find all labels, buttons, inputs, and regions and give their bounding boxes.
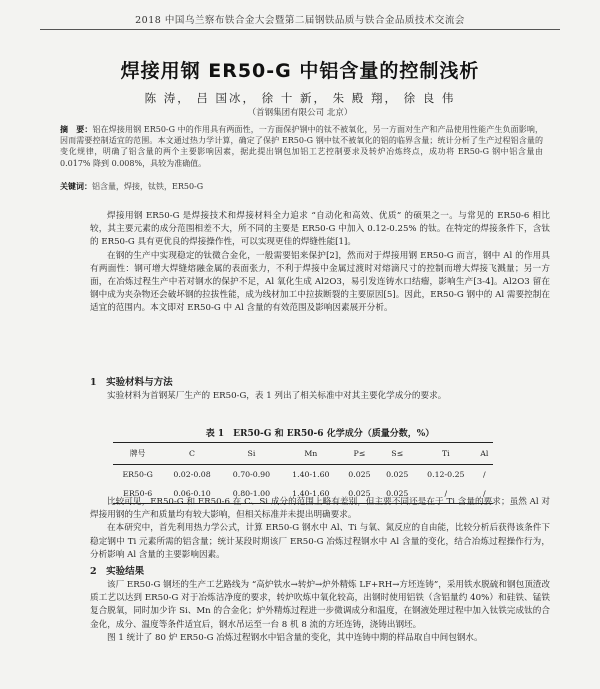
introduction <box>90 210 550 316</box>
table-cell: 0.06-0.10 <box>173 489 211 498</box>
table-header-cell: Mn <box>281 443 340 465</box>
running-header: 2018 中国乌兰察布铁合金大会暨第二届钢铁品质与铁合金品质技术交流会 <box>40 12 560 30</box>
table-cell: 0.025 <box>386 470 409 479</box>
table-header-cell: Si <box>222 443 281 465</box>
analysis-paragraph: 比较可见，ER50-G 和 ER50-6 在 C、Si 成分的范围上略有差别，但主要不同还是在于 Ti 含量的要求；虽然 Al 对焊接用钢的生产和质量均有较大影响，但相关标准并未提出明确要求。 <box>90 497 550 521</box>
intro-paragraph: 在钢的生产中实现稳定的钛微合金化，一般需要铝来保护[2]，然而对于焊接用钢 ER50-G 而言，钢中 Al 的作用具有两面性：钢可增大焊缝熔融金属的表面张力，不利于焊接中金属过渡时对熔滴尺寸的控制而增大焊接飞溅量；另一方面，在冶炼过程生产中若对钢水的保护不足，Al 氧化生成 Al2O3，易引发连铸水口结瘤，影响生产[3-4]。Al2O3 留在钢中成为夹杂物还会破坏钢的拉拔性能，成为线材加工中拉拔断裂的主要原因[5]。因此，ER50-G 钢中的 Al 需要控制在适宜的范围内。本文即对 ER50-G 中 Al 含量的有效范围及影响因素展开分析。 <box>90 250 550 314</box>
table-cell: / <box>482 489 486 498</box>
section2-paragraph: 该厂 ER50-G 钢坯的生产工艺路线为 “高炉铁水→转炉→炉外精炼 LF+RH→方坯连铸”，采用铁水脱硫和钢包顶渣改质工艺以达到 ER50-G 对于冶炼洁净度的要求，转炉吹炼中氧化较高，出钢时使用铝铁（含铝量约 40%）和硅铁、锰铁复合脱氧，同时加少许 Si、Mn 的合金化；炉外精炼过程进一步微调成分和温度，在钢液处理过程中加入钛铁完成钛的合金化，成分、温度等条件适宜后，钢水吊运至一台 8 机 8 流的方坯连铸，浇铸出钢坯。 <box>90 580 550 630</box>
section1-body <box>90 390 550 403</box>
analysis-paragraph: 在本研究中，首先利用热力学公式，计算 ER50-G 钢水中 Al、Ti 与氧、氮反应的自由能，比较分析后获得该条件下稳定钢中 Ti 元素所需的铝含量；统计某段时期该厂 ER50-G 冶炼过程钢水中 Al 含量的变化，结合冶炼过程操作行为，分析影响 Al 含量的主要影响因素。 <box>90 523 550 560</box>
section-heading: 1 实验材料与方法 <box>90 377 173 388</box>
section2-body <box>90 579 550 645</box>
table-header-row <box>113 443 493 465</box>
abstract-text: 铝在焊接用钢 ER50-G 中的作用具有两面性，一方面保护钢中的钛不被氧化，另一方面对生产和产品使用性能产生负面影响，因而需要控制适宜的范围。本文通过热力学计算，确定了保护 ER50-G 钢中钛不被氧化的铝的临界含量；统计分析了生产过程铝含量的变化规律，明确了铝含量的两个主要影响因素，据此提出钢包加铝工艺控制要求及转炉冶炼终点，成功将 ER50-G 钢中铝含量由 0.017% 降到 0.008%，具较为准确值。 <box>60 125 543 168</box>
table-cell: 0.12-0.25 <box>427 470 465 479</box>
table-caption: 表 1 ER50-G 和 ER50-6 化学成分（质量分数，%） <box>205 429 435 439</box>
table-cell: 0.02-0.08 <box>173 470 211 479</box>
paper-title: 焊接用钢 ER50-G 中铝含量的控制浅析 <box>120 60 480 82</box>
table-cell: / <box>444 489 448 498</box>
table-cell: 1.40-1.60 <box>292 470 330 479</box>
table-cell: 0.025 <box>348 470 371 479</box>
table-header-cell: 牌号 <box>113 443 162 465</box>
table-cell: 0.025 <box>348 489 371 498</box>
table-cell: 0.80-1.00 <box>232 489 271 498</box>
keywords <box>60 181 543 192</box>
author-list: 陈 涛， 吕 国冰， 徐 十 新， 朱 殿 翔， 徐 良 伟 <box>144 91 456 105</box>
abstract-label: 摘 要： <box>60 125 93 134</box>
table-cell: / <box>482 470 486 479</box>
table-cell: 0.70-0.90 <box>232 470 271 479</box>
abstract <box>60 124 543 169</box>
analysis-body <box>90 496 550 562</box>
table-header-cell: Al <box>476 443 493 465</box>
table-cell: ER50-G <box>122 470 153 479</box>
keywords-label: 关键词： <box>60 182 92 191</box>
table-header-cell: C <box>162 443 221 465</box>
table-header-cell: S≤ <box>378 443 416 465</box>
section-heading: 2 实验结果 <box>90 566 145 577</box>
section2-paragraph: 图 1 统计了 80 炉 ER50-G 冶炼过程钢水中铝含量的变化，其中连铸中期的样品取自中间包钢水。 <box>107 632 483 643</box>
table-header-cell: Ti <box>416 443 475 465</box>
affiliation: （首钢集团有限公司 北京） <box>247 108 353 118</box>
table-cell: 1.40-1.60 <box>292 489 330 498</box>
composition-table <box>113 442 493 504</box>
table-cell: 0.025 <box>386 489 409 498</box>
table-header-cell: P≤ <box>341 443 379 465</box>
table-cell: ER50-6 <box>123 489 153 498</box>
keywords-text: 铝含量，焊接，钛铁，ER50-G <box>92 182 204 191</box>
intro-paragraph: 焊接用钢 ER50-G 是焊接技术和焊接材料全力追求 “自动化和高效、优质” 的硕果之一。与常见的 ER50-6 相比较，其主要元素的成分范围相差不大，所不同的主要是 ER50-G 中加入 0.12-0.25% 的钛。在特定的焊接条件下，含钛的 ER50-G 具有更优良的焊接操作性，可以实现更佳的焊缝性能[1]。 <box>90 211 550 248</box>
section1-paragraph: 实验材料为首钢某厂生产的 ER50-G，表 1 列出了相关标准中对其主要化学成分的要求。 <box>107 391 447 401</box>
table-row <box>113 465 493 485</box>
